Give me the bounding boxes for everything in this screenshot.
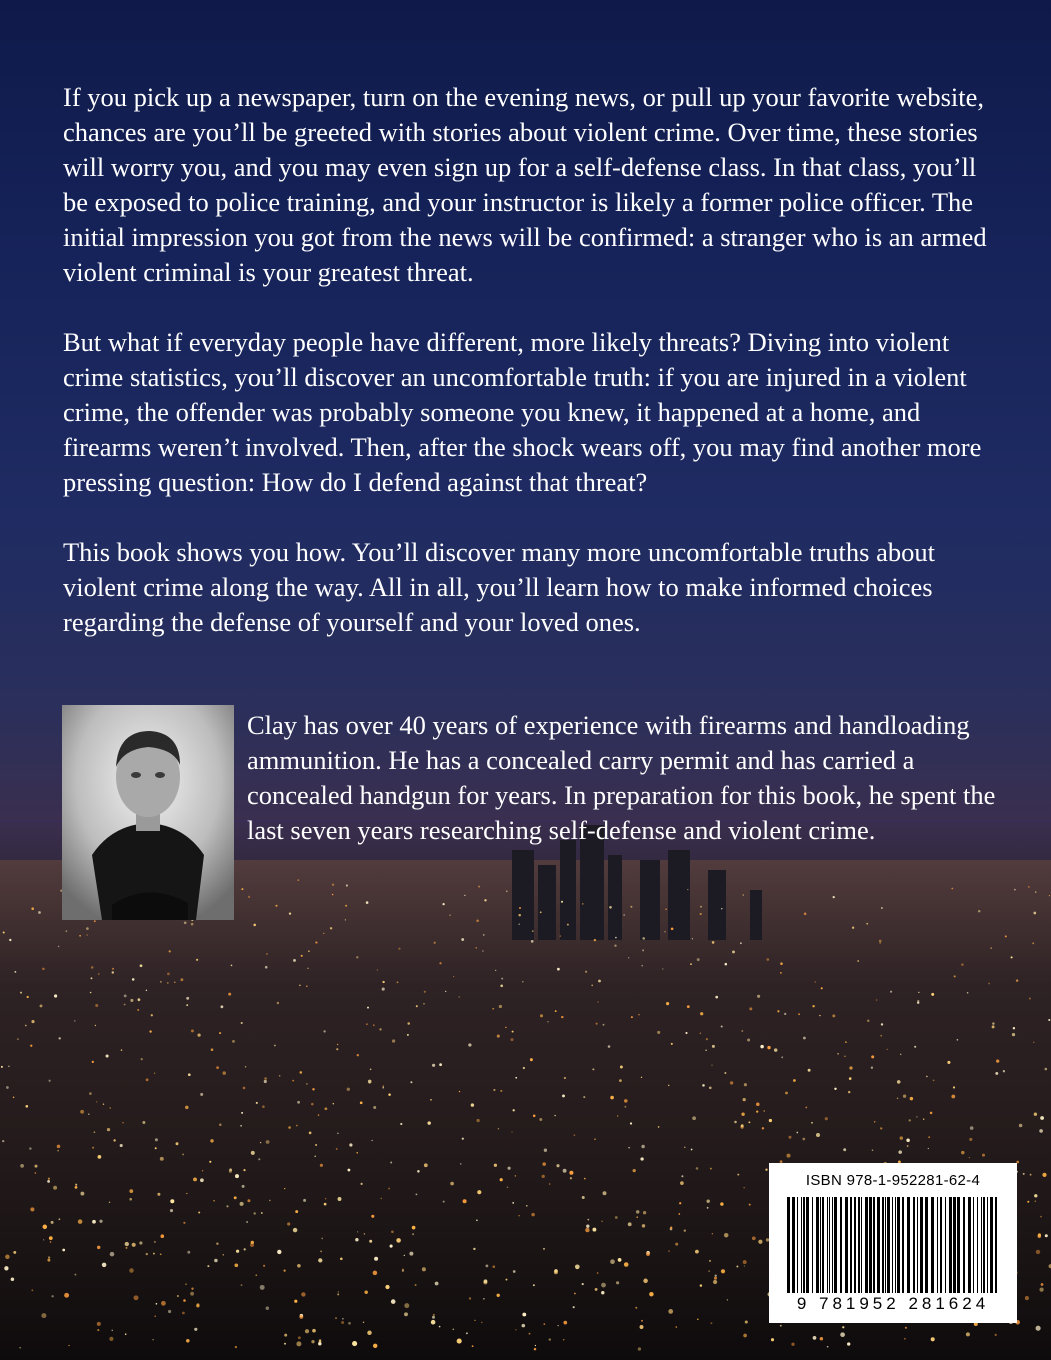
barcode-bars — [787, 1197, 999, 1293]
blurb-paragraph-2: But what if everyday people have different, more likely threats? Diving into violent crime statistics, you’ll discover an uncomfortable truth: if you are injured in a violent crime, the offender was probably someone you knew, it happened at a home, and firearms weren’t involved. Then, after the shock wears off, you may find another more pressing question: How do I defend against that threat? — [63, 327, 982, 497]
blurb-paragraph-1: If you pick up a newspaper, turn on the evening news, or pull up your favorite website, chances are you’ll be greeted with stories about violent crime. Over time, these stories will worry you, and you may even sign up for a self-defense class. In that class, you’ll be exposed to police training, and your instructor is likely a former police officer. The initial impression you got from the news will be confirmed: a stranger who is an armed violent criminal is your greatest threat. — [63, 82, 987, 287]
blurb-paragraph-3: This book shows you how. You’ll discover many more uncomfortable truths about violent crime along the way. All in all, you’ll learn how to make informed choices regarding the defense of yourself and your loved ones. — [63, 537, 935, 637]
author-photo — [62, 705, 234, 920]
isbn-barcode — [769, 1163, 1017, 1323]
isbn-label: ISBN 978-1-952281-62-4 — [805, 1172, 981, 1189]
author-bio: Clay has over 40 years of experience with firearms and handloading ammunition. He has a concealed carry permit and has carried a concealed handgun for years. In preparation for this book, he spent the last seven years researching self-defense and violent crime. — [247, 710, 996, 845]
barcode-digits: 9 781952 281624 — [796, 1294, 990, 1313]
